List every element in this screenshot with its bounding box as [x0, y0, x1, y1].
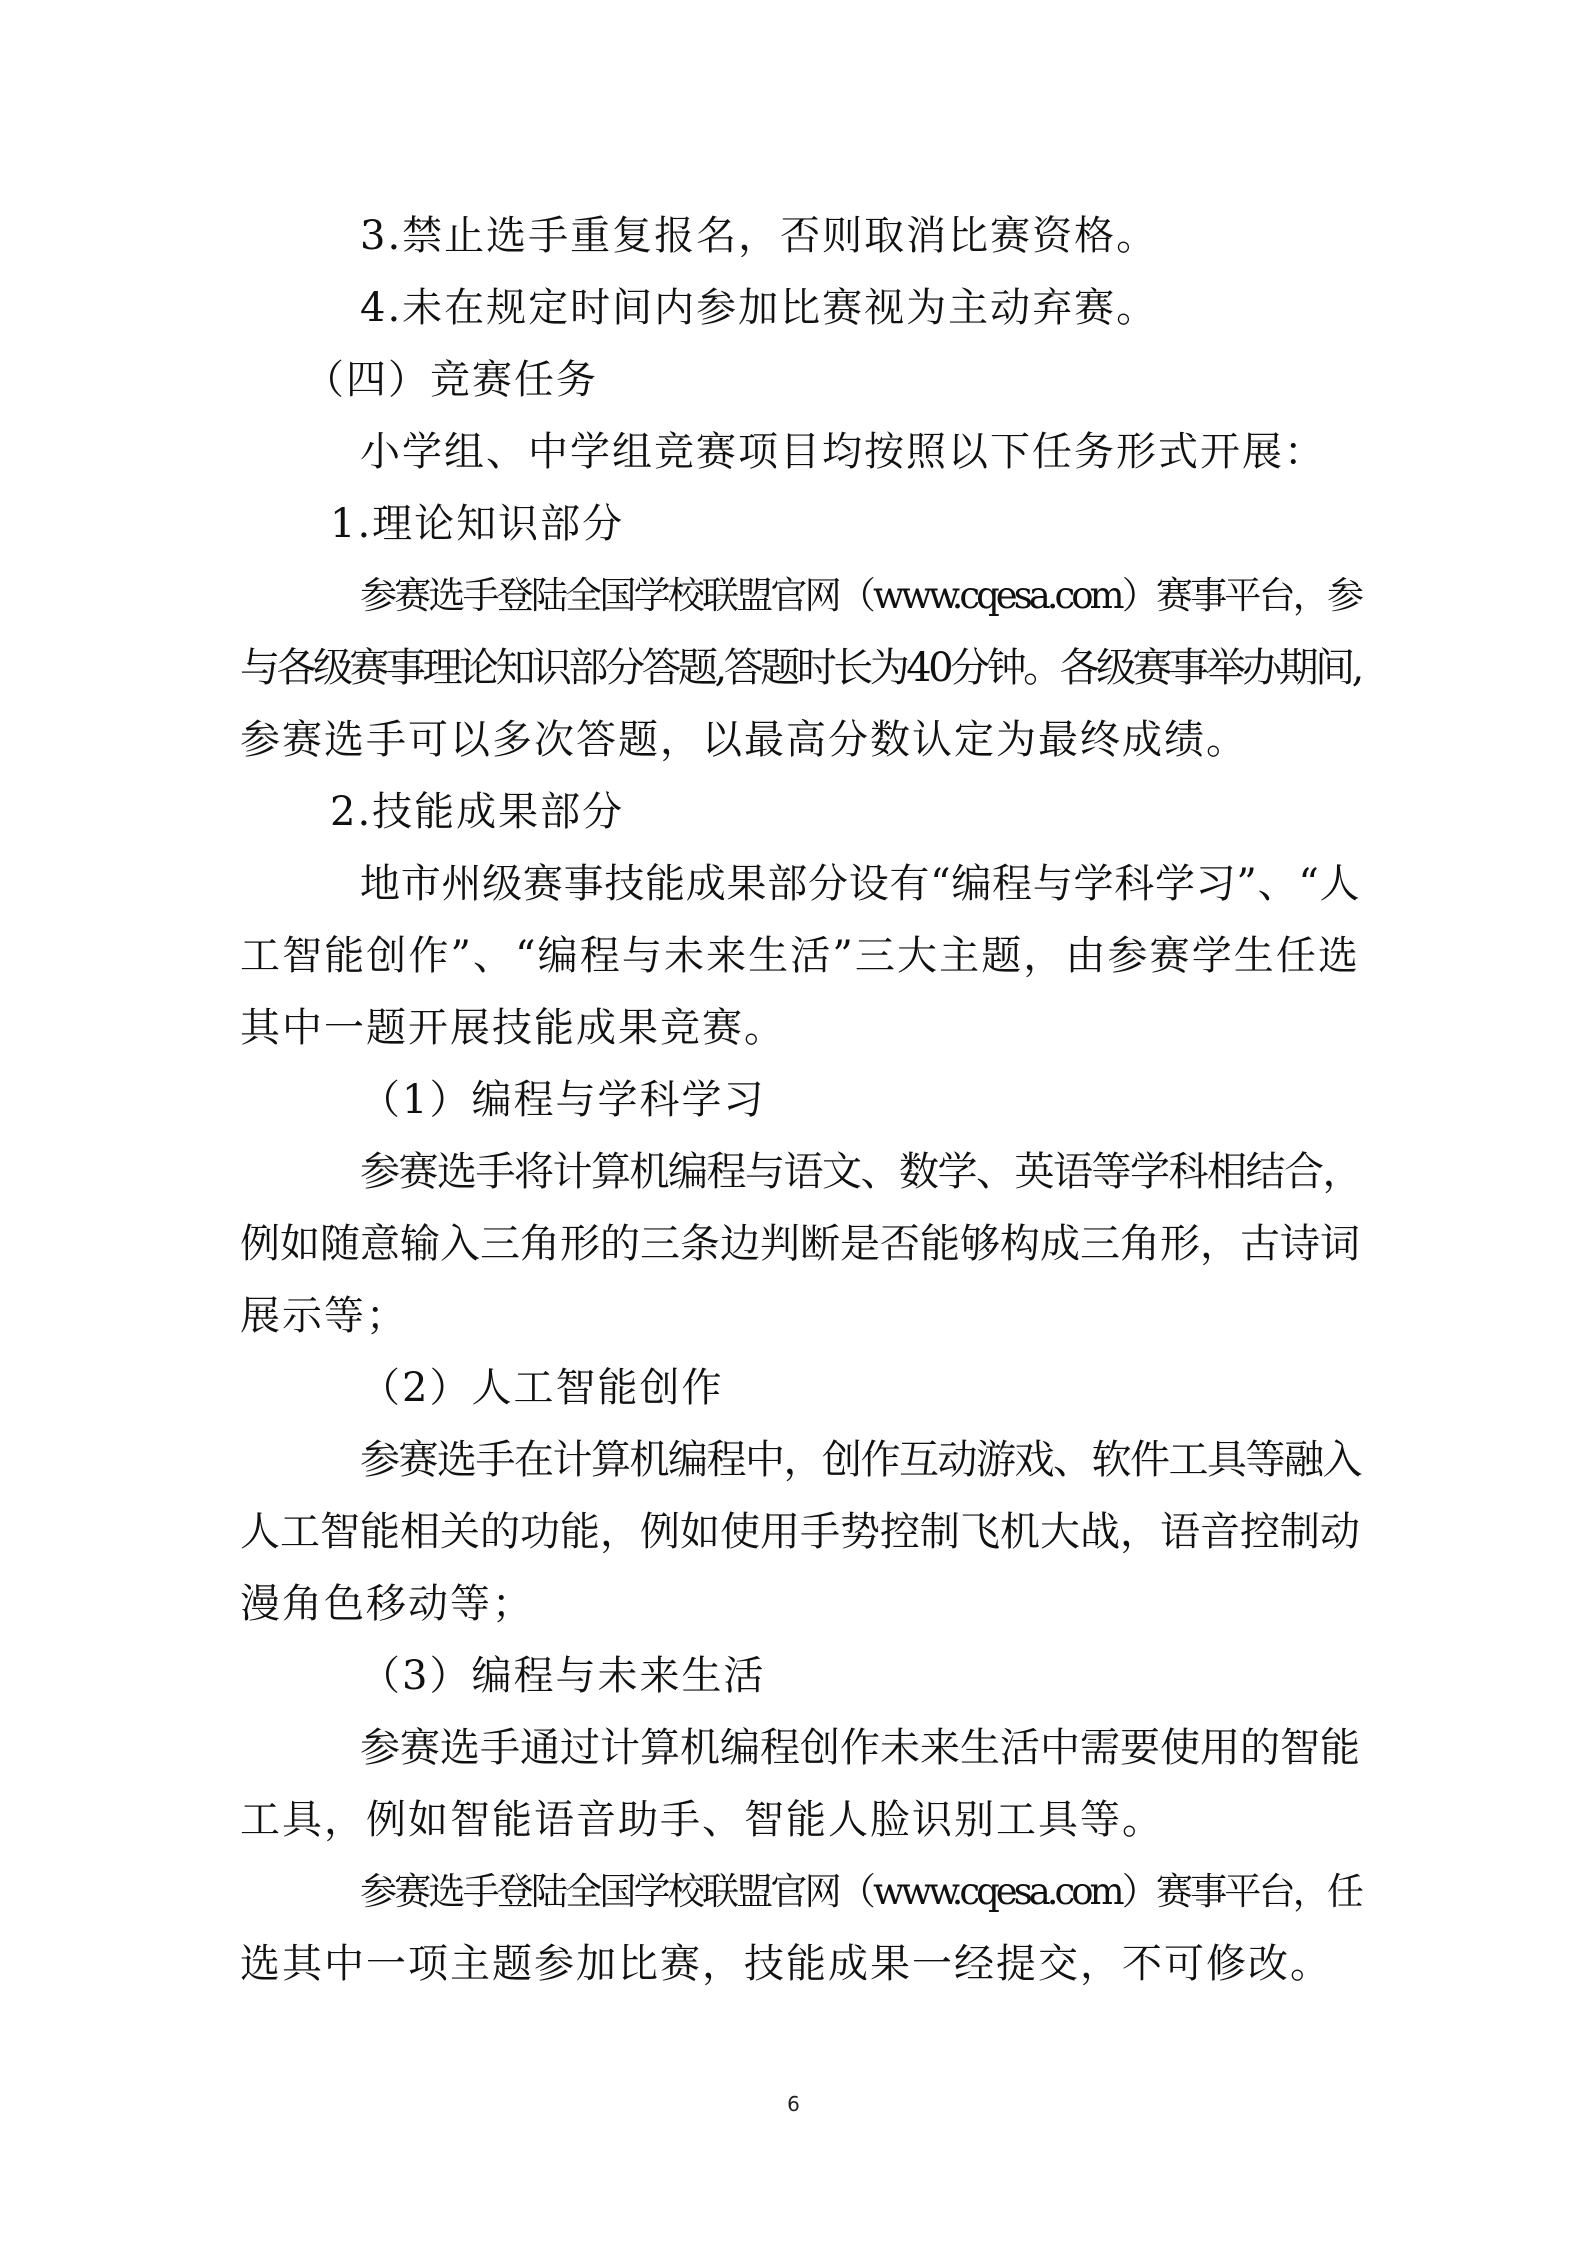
subheading-theory: 1.理论知识部分 — [330, 501, 625, 547]
paragraph-line: 工具，例如智能语音助手、智能人脸识别工具等。 — [240, 1797, 1164, 1843]
subheading-skills: 2.技能成果部分 — [330, 789, 625, 835]
paragraph-line: 参赛选手登陆全国学校联盟官网（www.cqesa.com）赛事平台，任 — [360, 1870, 1360, 1913]
paragraph-line: 与各级赛事理论知识部分答题,答题时长为40分钟。各级赛事举办期间, — [240, 645, 1361, 691]
topic-heading-1: （1）编程与学科学习 — [360, 1077, 766, 1123]
paragraph-line: 选其中一项主题参加比赛，技能成果一经提交，不可修改。 — [240, 1941, 1332, 1987]
rule-item-4: 4.未在规定时间内参加比赛视为主动弃赛。 — [360, 285, 1159, 331]
paragraph-line: 地市州级赛事技能成果部分设有“编程与学科学习”、“人 — [360, 861, 1360, 907]
paragraph-line: 例如随意输入三角形的三条边判断是否能够构成三角形，古诗词 — [240, 1221, 1360, 1267]
paragraph-line: 人工智能相关的功能，例如使用手势控制飞机大战，语音控制动 — [240, 1509, 1360, 1555]
paragraph-line: 参赛选手可以多次答题，以最高分数认定为最终成绩。 — [240, 717, 1248, 763]
page-number: 6 — [787, 2092, 800, 2116]
topic-heading-3: （3）编程与未来生活 — [360, 1653, 766, 1699]
paragraph-line: 展示等； — [240, 1293, 408, 1339]
paragraph-line: 参赛选手登陆全国学校联盟官网（www.cqesa.com）赛事平台，参 — [360, 574, 1360, 617]
topic-heading-2: （2）人工智能创作 — [360, 1365, 724, 1411]
paragraph-line: 其中一题开展技能成果竞赛。 — [240, 1005, 786, 1051]
rule-item-3: 3.禁止选手重复报名，否则取消比赛资格。 — [360, 213, 1159, 259]
section-heading-competition-tasks: （四）竞赛任务 — [304, 357, 598, 403]
paragraph-line: 参赛选手在计算机编程中，创作互动游戏、软件工具等融入 — [360, 1437, 1361, 1483]
paragraph-line: 小学组、中学组竞赛项目均按照以下任务形式开展： — [360, 429, 1326, 475]
paragraph-line: 漫角色移动等； — [240, 1581, 534, 1627]
paragraph-line: 工智能创作”、“编程与未来生活”三大主题，由参赛学生任选 — [240, 933, 1360, 979]
paragraph-line: 参赛选手通过计算机编程创作未来生活中需要使用的智能 — [360, 1725, 1360, 1771]
paragraph-line: 参赛选手将计算机编程与语文、数学、英语等学科相结合， — [360, 1149, 1361, 1195]
document-body — [240, 200, 1360, 2000]
